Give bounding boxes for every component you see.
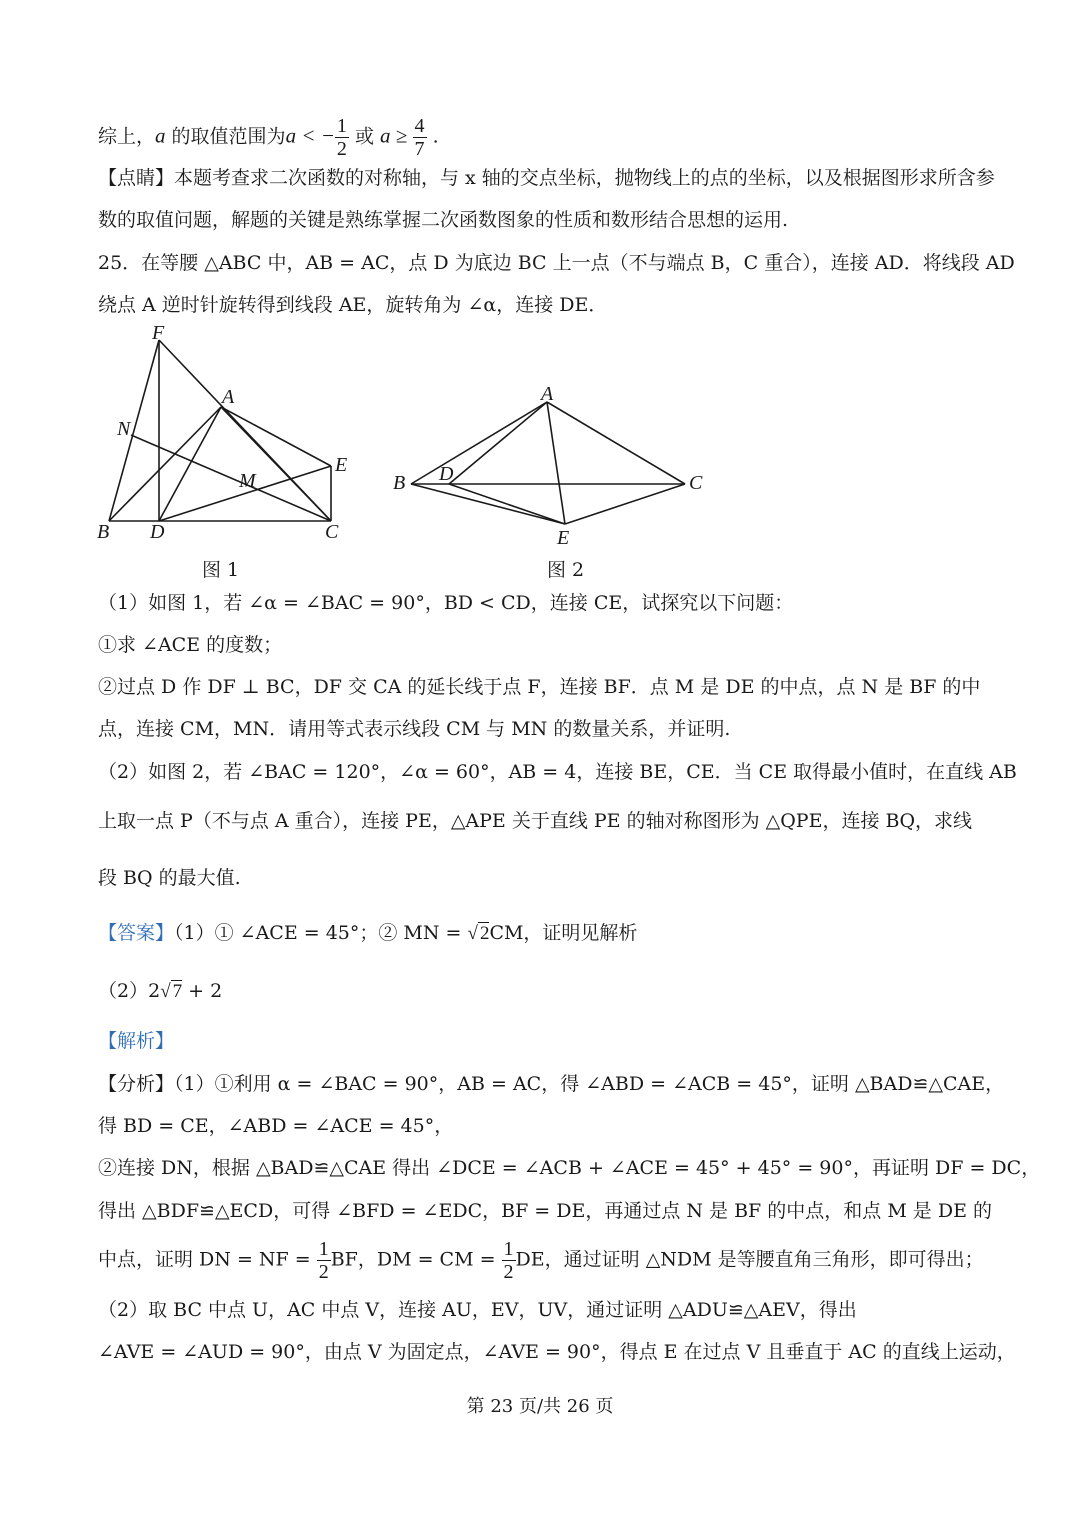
segment-BA [411, 402, 547, 484]
sqrt: √ 2 [467, 923, 490, 944]
analysis-label: 【解析】 [98, 1030, 175, 1052]
label-B: B [97, 521, 110, 543]
text-segment: （2）2 [98, 980, 161, 1002]
analysis-line-2: 得 BD = CE，∠ABD = ∠ACE = 45°， [98, 1115, 454, 1137]
answer-line-2 [98, 978, 222, 1005]
question-1-part-b-line-1: ②过点 D 作 DF ⊥ BC，DF 交 CA 的延长线于点 F，连接 BF．点 M 是 DE 的中点，点 N 是 BF 的中 [98, 676, 981, 698]
segment-AC [221, 407, 331, 521]
label-D: D [439, 463, 454, 485]
analysis-line-4: 得出 △BDF≌△ECD，可得 ∠BFD = ∠EDC，BF = DE，再通过点 N 是 BF 的中点，和点 M 是 DE 的 [98, 1200, 992, 1222]
analysis-line-1: 【分析】（1）①利用 α = ∠BAC = 90°，AB = AC，得 ∠ABD = ∠ACB = 45°，证明 △BAD≌△CAE， [98, 1073, 1005, 1095]
segment-AC [547, 402, 685, 484]
label-C: C [325, 521, 339, 543]
text-segment: 中点，证明 DN = NF = [98, 1248, 317, 1271]
text-segment: + 2 [182, 980, 223, 1002]
analysis-line-7: ∠AVE = ∠AUD = 90°，由点 V 为固定点，∠AVE = 90°，得点 E 在过点 V 且垂直于 AC 的直线上运动， [98, 1341, 1016, 1363]
fraction: $\frac{1}{2}$ [503, 1238, 514, 1283]
answer-label: 【答案】 [98, 922, 175, 944]
segment-BE [411, 484, 565, 524]
label-M: M [239, 470, 256, 492]
math-var: a [155, 123, 166, 148]
comment-line-1: 【点睛】本题考查求二次函数的对称轴，与 x 轴的交点坐标，抛物线上的点的坐标，以及根据图形求所含参 [98, 167, 995, 189]
label-N: N [117, 418, 131, 440]
segment-AD [449, 402, 547, 484]
label-F: F [152, 325, 165, 344]
label-C: C [689, 472, 703, 494]
question-1-part-b-line-2: 点，连接 CM，MN．请用等式表示线段 CM 与 MN 的数量关系，并证明. [98, 718, 731, 740]
question-2-line-3: 段 BQ 的最大值. [98, 867, 241, 889]
segment-EC [565, 484, 685, 524]
analysis-line-6: （2）取 BC 中点 U，AC 中点 V，连接 AU，EV，UV，通过证明 △ADU≌△AEV，得出 [98, 1299, 857, 1321]
figure-1-caption: 图 1 [202, 559, 240, 581]
label-E: E [557, 527, 570, 549]
text-segment: 综上， [98, 125, 156, 148]
question-1: （1）如图 1，若 ∠α = ∠BAC = 90°，BD < CD，连接 CE，试探究以下问题： [98, 592, 794, 614]
label-A: A [541, 383, 554, 405]
question-2-line-2: 上取一点 P（不与点 A 重合），连接 PE，△APE 关于直线 PE 的轴对称图形为 △QPE，连接 BQ，求线 [98, 810, 973, 832]
answer-line-1 [98, 920, 637, 947]
problem-25-line-1: 25．在等腰 △ABC 中，AB = AC，点 D 为底边 BC 上一点（不与端点 B，C 重合），连接 AD．将线段 AD [98, 252, 1015, 274]
segment-NC [131, 435, 331, 521]
text-segment: 或 [348, 125, 380, 148]
question-2-line-1: （2）如图 2，若 ∠BAC = 120°，∠α = 60°，AB = 4，连接 BE，CE．当 CE 取得最小值时，在直线 AB [98, 761, 1017, 783]
segment-AE [547, 402, 565, 524]
segment-AE [221, 407, 331, 466]
question-1-part-a: ①求 ∠ACE 的度数； [98, 634, 283, 656]
label-B: B [393, 472, 406, 494]
text-segment: （1）① ∠ACE = 45°；② MN = [174, 922, 468, 944]
segment-DE [449, 484, 565, 524]
label-D: D [150, 521, 165, 543]
page-footer: 第 23 页/共 26 页 [466, 1396, 614, 1417]
fraction: $\frac{1}{2}$ [318, 1238, 329, 1283]
comment-line-2: 数的取值问题，解题的关键是熟练掌握二次函数图象的性质和数形结合思想的运用. [98, 209, 789, 231]
analysis-line-3: ②连接 DN，根据 △BAD≌△CAE 得出 ∠DCE = ∠ACB + ∠ACE = 45° + 45° = 90°，再证明 DF = DC， [98, 1157, 1041, 1179]
text-segment: BF，DM = CM = [330, 1248, 502, 1271]
problem-25-line-2: 绕点 A 逆时针旋转得到线段 AE，旋转角为 ∠α，连接 DE． [98, 294, 608, 316]
text-segment: . [426, 125, 439, 148]
text-segment: DE，通过证明 △NDM 是等腰直角三角形，即可得出； [515, 1248, 984, 1271]
figure-2 [385, 380, 715, 550]
fraction: $\frac{1}{2}$ [336, 115, 347, 160]
label-E: E [335, 454, 348, 476]
math-expr: a < − [285, 123, 335, 148]
conclusion-line [98, 115, 439, 160]
label-A: A [222, 386, 235, 408]
sqrt: √ 7 [160, 981, 183, 1002]
math-expr: a ≥ [380, 123, 413, 148]
text-segment: CM，证明见解析 [489, 922, 638, 944]
figure-2-caption: 图 2 [547, 559, 585, 581]
figure-1 [95, 325, 365, 550]
text-segment: 的取值范围为 [165, 125, 286, 148]
analysis-line-5 [98, 1238, 984, 1283]
fraction: $\frac{4}{7}$ [414, 115, 425, 160]
